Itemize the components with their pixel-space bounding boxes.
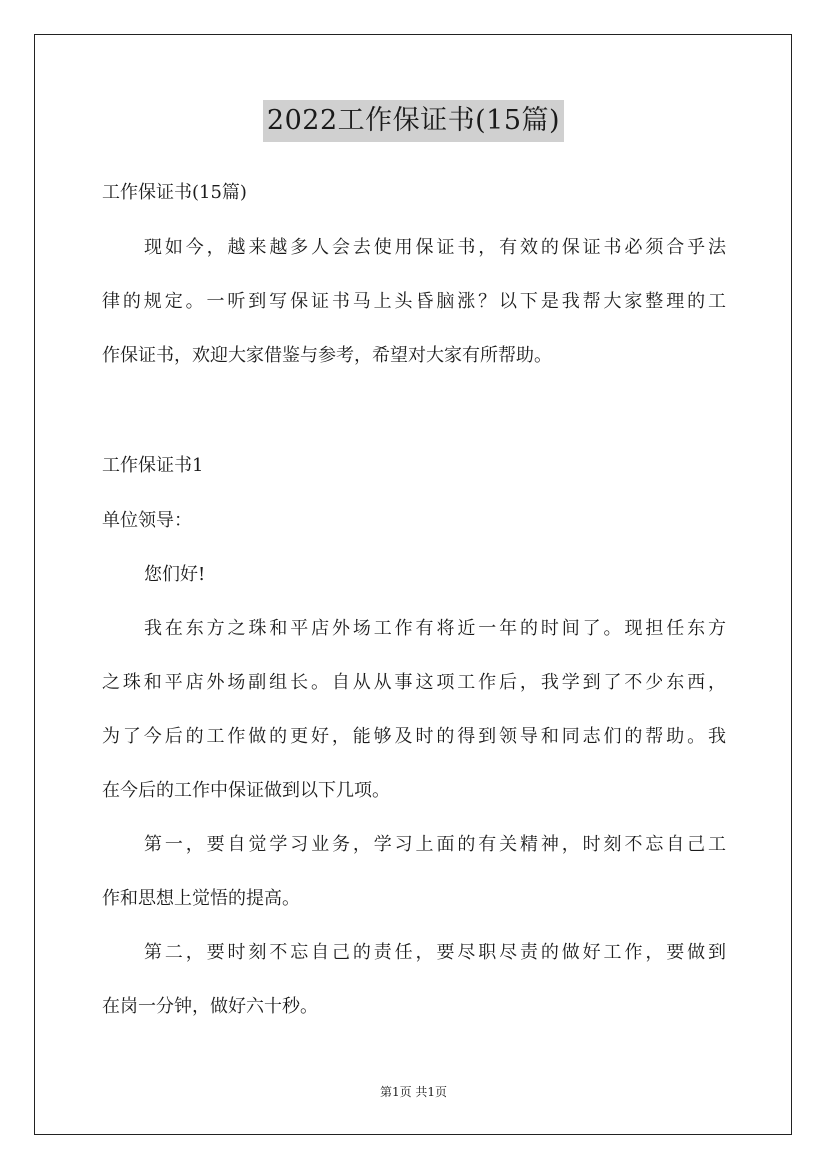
page-footer: 第1页 共1页 (379, 1085, 448, 1099)
body-line-4: 在今后的工作中保证做到以下几项。 (102, 780, 390, 801)
salutation: 单位领导： (102, 510, 192, 531)
body-line-5: 第一，要自觉学习业务，学习上面的有关精神，时刻不忘自己工 (144, 834, 726, 855)
intro-line-3: 作保证书，欢迎大家借鉴与参考，希望对大家有所帮助。 (102, 345, 552, 366)
title-container (0, 100, 827, 142)
body-line-7: 第二，要时刻不忘自己的责任，要尽职尽责的做好工作，要做到 (144, 942, 726, 963)
intro-line-2: 律的规定。一听到写保证书马上头昏脑涨？以下是我帮大家整理的工 (102, 291, 726, 312)
body-line-3: 为了今后的工作做的更好，能够及时的得到领导和同志们的帮助。我 (102, 726, 726, 747)
body-line-2: 之珠和平店外场副组长。自从从事这项工作后，我学到了不少东西， (102, 672, 726, 693)
body-line-6: 作和思想上觉悟的提高。 (102, 888, 300, 909)
section-heading: 工作保证书1 (102, 455, 204, 476)
body-line-8: 在岗一分钟，做好六十秒。 (102, 996, 318, 1017)
body-line-1: 我在东方之珠和平店外场工作有将近一年的时间了。现担任东方 (144, 618, 726, 639)
document-title: 2022工作保证书(15篇) (263, 100, 564, 142)
document-subtitle: 工作保证书(15篇) (102, 182, 247, 203)
intro-line-1: 现如今，越来越多人会去使用保证书，有效的保证书必须合乎法 (144, 237, 726, 258)
greeting: 您们好! (144, 564, 206, 585)
